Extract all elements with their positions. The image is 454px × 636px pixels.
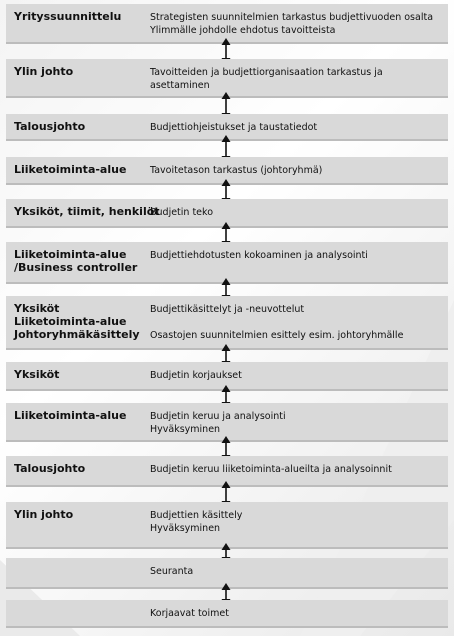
step-actor-line: Yksiköt xyxy=(14,368,60,381)
step-description-line: Korjaavat toimet xyxy=(150,608,229,619)
arrow-head-up xyxy=(222,543,231,550)
step-actor xyxy=(14,409,150,422)
step-description xyxy=(150,303,442,342)
step-description-line: Tavoitteiden ja budjettiorganisaation tarkastus ja xyxy=(150,67,383,78)
arrow-head-up xyxy=(222,481,231,488)
step-description-line: Osastojen suunnitelmien esittely esim. johtoryhmälle xyxy=(150,330,404,341)
step-description xyxy=(150,164,442,177)
step-description-line: Ylimmälle johdolle ehdotus tavoitteista xyxy=(150,25,336,36)
arrow-head-up xyxy=(222,135,231,142)
step-actor xyxy=(14,163,150,176)
process-step xyxy=(6,600,448,628)
step-actor xyxy=(14,302,150,341)
step-description xyxy=(150,509,442,535)
step-description-line: Budjettien käsittely xyxy=(150,510,243,521)
step-actor-line: Liiketoiminta-alue xyxy=(14,163,127,176)
step-description-line: Budjetin keruu liiketoiminta-alueilta ja analysoinnit xyxy=(150,464,392,475)
step-description-line xyxy=(150,316,442,329)
step-actor xyxy=(14,65,150,78)
step-description xyxy=(150,607,442,620)
step-actor-line: Liiketoiminta-alue xyxy=(14,409,127,422)
step-description xyxy=(150,121,442,134)
step-actor-line: Johtoryhmäkäsittely xyxy=(14,328,140,341)
step-description xyxy=(150,66,442,92)
step-description-line: Budjetin teko xyxy=(150,207,214,218)
arrow-head-up xyxy=(222,92,231,99)
step-actor xyxy=(14,462,150,475)
arrow-head-up xyxy=(222,436,231,443)
arrow-head-up xyxy=(222,38,231,45)
step-actor xyxy=(14,508,150,521)
step-actor-line: Ylin johto xyxy=(14,65,74,78)
step-actor-line: Liiketoiminta-alue xyxy=(14,248,127,261)
step-description-line: Budjettikäsittelyt ja -neuvottelut xyxy=(150,304,305,315)
step-description-line: Strategisten suunnitelmien tarkastus budjettivuoden osalta xyxy=(150,12,434,23)
step-actor xyxy=(14,205,160,218)
arrow-head-up xyxy=(222,278,231,285)
step-actor xyxy=(14,120,150,133)
step-actor-line: Yksiköt xyxy=(14,302,60,315)
process-step xyxy=(6,502,448,549)
arrow-head-up xyxy=(222,385,231,392)
step-description xyxy=(150,11,442,37)
step-description-line: Budjetin keruu ja analysointi xyxy=(150,411,286,422)
arrow-head-up xyxy=(222,583,231,590)
step-description xyxy=(150,565,442,578)
step-description-line: Hyväksyminen xyxy=(150,424,221,435)
process-step xyxy=(6,296,448,350)
step-actor xyxy=(14,248,150,274)
step-actor-line: /Business controller xyxy=(14,261,138,274)
step-description-line: Hyväksyminen xyxy=(150,523,221,534)
step-description-line: Seuranta xyxy=(150,566,194,577)
step-actor-line: Yrityssuunnittelu xyxy=(14,10,122,23)
step-description xyxy=(150,249,442,262)
step-description-line: Budjettiehdotusten kokoaminen ja analysointi xyxy=(150,250,368,261)
step-description-line: Budjetin korjaukset xyxy=(150,370,242,381)
step-actor xyxy=(14,368,150,381)
step-actor-line: Yksiköt, tiimit, henkilöt xyxy=(14,205,160,218)
step-actor xyxy=(14,10,150,23)
step-description xyxy=(150,463,442,476)
step-description-line: Budjettiohjeistukset ja taustatiedot xyxy=(150,122,318,133)
arrow-head-up xyxy=(222,344,231,351)
arrow-head-up xyxy=(222,179,231,186)
step-description xyxy=(150,369,442,382)
step-description xyxy=(150,206,442,219)
arrow-head-up xyxy=(222,222,231,229)
step-actor-line: Talousjohto xyxy=(14,120,86,133)
step-actor-line: Liiketoiminta-alue xyxy=(14,315,127,328)
step-description-line: Tavoitetason tarkastus (johtoryhmä) xyxy=(150,165,323,176)
step-actor-line: Talousjohto xyxy=(14,462,86,475)
step-description-line: asettaminen xyxy=(150,80,210,91)
step-description xyxy=(150,410,442,436)
step-actor-line: Ylin johto xyxy=(14,508,74,521)
